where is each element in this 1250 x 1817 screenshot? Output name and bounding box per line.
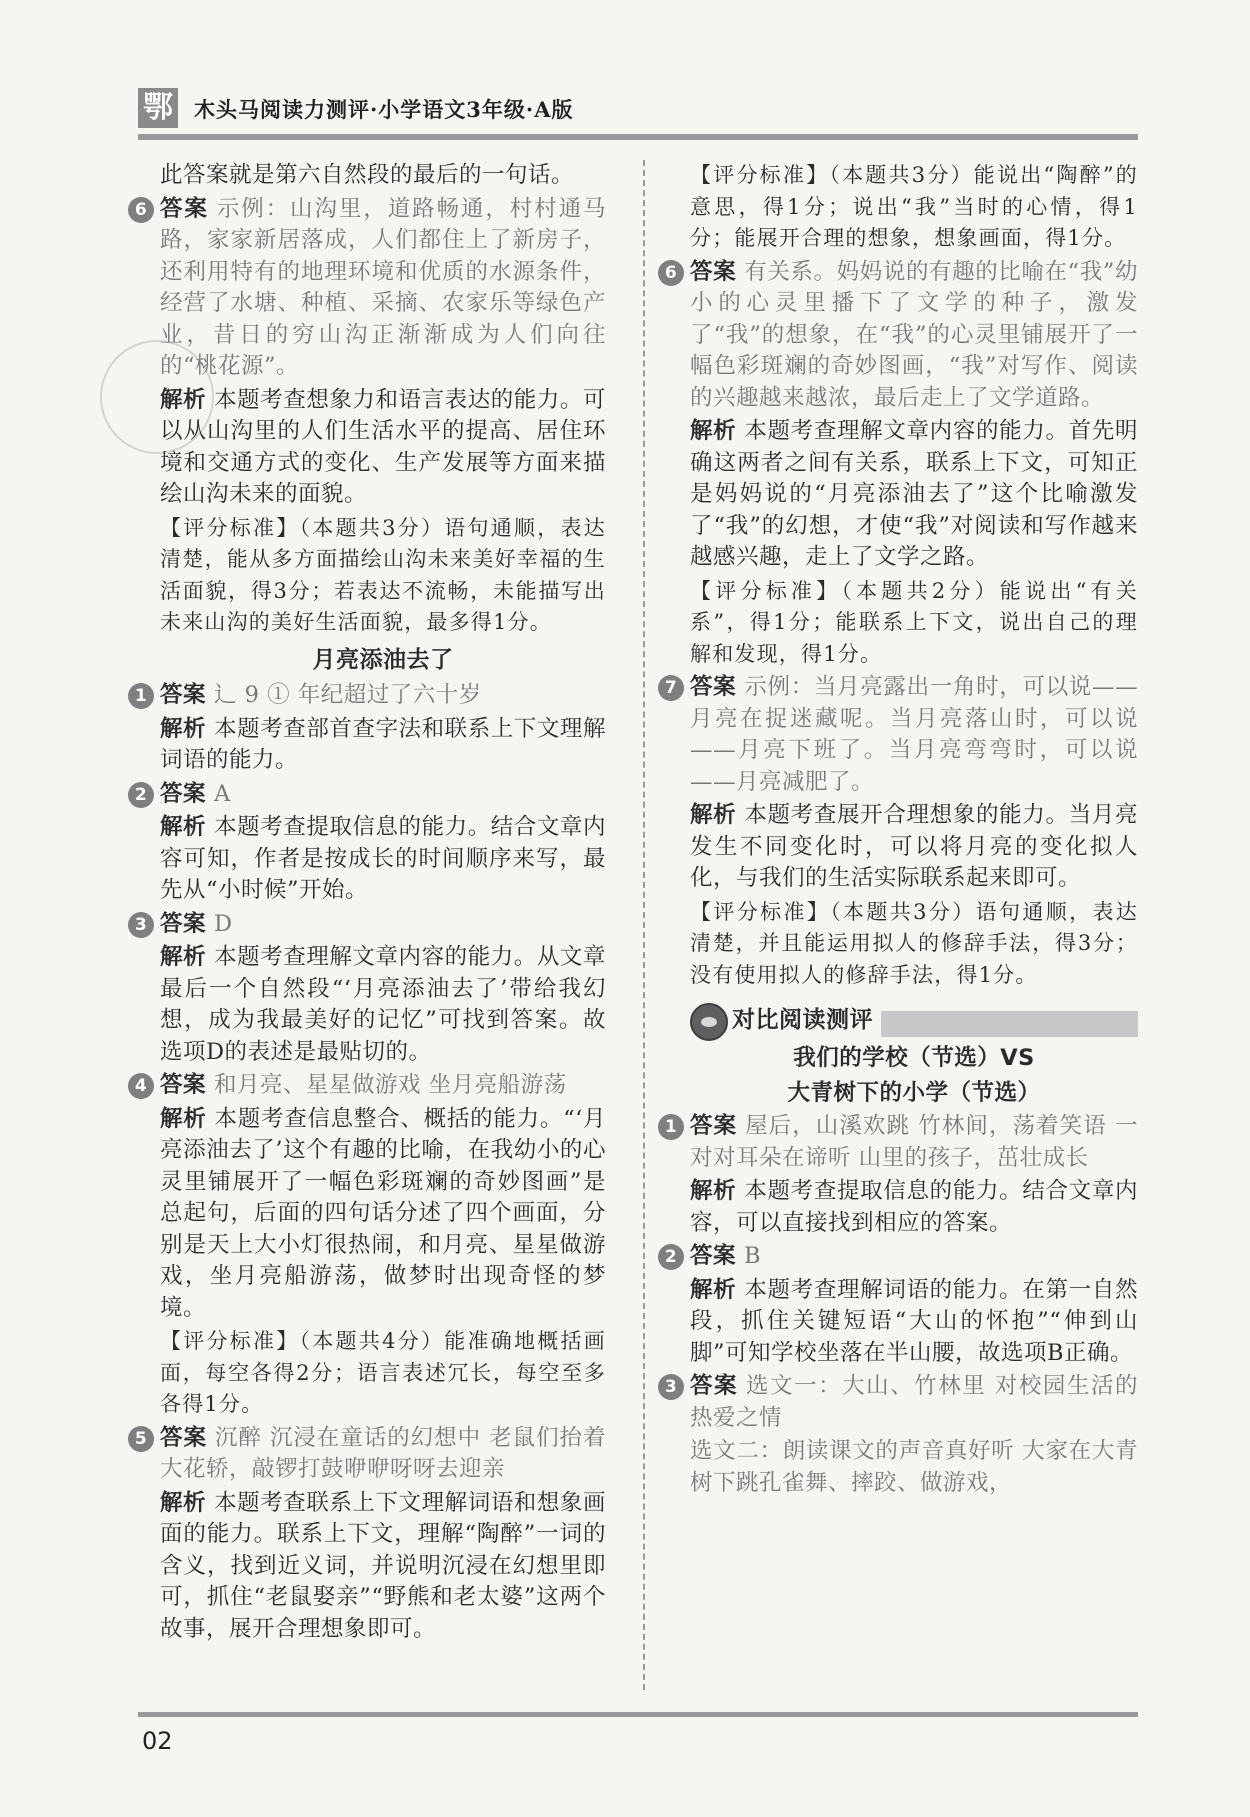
scoring-criteria: 【评分标准】（本题共4分）能准确地概括画面，每空各得2分；语言表述冗长，每空至多各得1分。 <box>160 1329 606 1416</box>
scoring-criteria: 【评分标准】（本题共3分）语句通顺，表达清楚，并且能运用拟人的修辞手法，得3分；没有使用拟人的修辞手法，得1分。 <box>690 899 1138 987</box>
analysis-label: 解析 <box>160 1489 207 1516</box>
question-number: 4 <box>128 1073 154 1099</box>
answer-text: 选文一：大山、竹林里 对校园生活的热爱之情 <box>690 1373 1138 1431</box>
answer-label: 答案 <box>160 1072 207 1098</box>
scoring-criteria: 【评分标准】（本题共3分）能说出“陶醉”的意思，得1分；说出“我”当时的心情，得1分；能展开合理的想象，想象画面，得1分。 <box>690 163 1138 250</box>
analysis-label: 解析 <box>160 814 207 840</box>
question-3 <box>134 909 606 1069</box>
answer-text: 辶 9 ① 年纪超过了六十岁 <box>214 682 482 708</box>
analysis-text: 本题考查理解文章内容的能力。首先明确这两者之间有关系，联系上下文，可知正是妈妈说的“月亮添油去了”这个比喻激发了“我”的幻想，才使“我”对阅读和写作越来越感兴趣，走上了文学之路。 <box>690 418 1138 570</box>
analysis-label: 解析 <box>160 1105 207 1132</box>
analysis-text: 本题考查信息整合、概括的能力。“‘月亮添油去了’这个有趣的比喻，在我幼小的心灵里铺展开了一幅色彩斑斓的奇妙图画”是总起句，后面的四句话分述了四个画面，分别是天上大小灯很热闹，和月亮、星星做游戏，坐月亮船游荡，做梦时出现奇怪的梦境。 <box>160 1105 606 1321</box>
question-number: 2 <box>128 782 154 808</box>
question-6-right <box>664 257 1138 671</box>
analysis-text: 本题考查理解词语的能力。在第一自然段，抓住关键短语“大山的怀抱”“伸到山脚”可知学校坐落在半山腰，故选项B正确。 <box>690 1276 1138 1366</box>
section-title: 月亮添油去了 <box>312 646 454 673</box>
subtitle-line-1: 我们的学校（节选）VS <box>793 1045 1035 1071</box>
question-7 <box>664 672 1138 991</box>
answer-label: 答案 <box>160 1424 207 1451</box>
scoring-criteria: 【评分标准】（本题共3分）语句通顺，表达清楚，能从多方面描绘山沟未来美好幸福的生活面貌，得3分；若表达不流畅，未能描写出未来山沟的美好生活面貌，最多得1分。 <box>160 515 606 634</box>
contrast-section-header <box>690 1003 1138 1041</box>
answer-label: 答案 <box>690 1243 737 1269</box>
question-number: 1 <box>128 683 154 709</box>
scoring-criteria: 【评分标准】（本题共2分）能说出“有关系”，得1分；能联系上下文，说出自己的理解和发现，得1分。 <box>690 578 1138 666</box>
answer-text: 和月亮、星星做游戏 坐月亮船游荡 <box>214 1072 567 1098</box>
right-column <box>664 160 1138 1501</box>
question-number: 6 <box>128 197 154 223</box>
question-4 <box>134 1070 606 1421</box>
analysis-label: 解析 <box>690 418 737 444</box>
answer-label: 答案 <box>160 910 207 937</box>
question-1 <box>134 680 606 777</box>
answer-text: 屋后，山溪欢跳 竹林间，荡着笑语 一对对耳朵在谛听 山里的孩子，茁壮成长 <box>690 1113 1138 1171</box>
question-number: 6 <box>658 260 684 286</box>
footer-rule <box>138 1712 1138 1717</box>
analysis-label: 解析 <box>160 386 207 413</box>
answer-label: 答案 <box>160 682 207 708</box>
answer-text: 有关系。妈妈说的有趣的比喻在“我”幼小的心灵里播下了文学的种子，激发了“我”的想象，在“我”的心灵里铺展开了一幅色彩斑斓的奇妙图画，“我”对写作、阅读的兴趣越来越浓，最后走上了文学道路。 <box>690 258 1138 411</box>
answer-label: 答案 <box>690 1113 738 1139</box>
analysis-text: 本题考查理解文章内容的能力。从文章最后一个自然段“‘月亮添油去了’带给我幻想，成为我最美好的记忆”可找到答案。故选项D的表述是最贴切的。 <box>160 944 606 1065</box>
contrast-question-2 <box>664 1241 1138 1369</box>
contrast-question-3 <box>664 1371 1138 1499</box>
owl-icon <box>690 1003 728 1041</box>
page-header <box>138 88 1138 140</box>
header-rule <box>138 134 1138 140</box>
subtitle-line-2: 大青树下的小学（节选） <box>787 1080 1041 1106</box>
answer-text: A <box>214 780 231 807</box>
analysis-text: 本题考查部首查字法和联系上下文理解词语的能力。 <box>160 715 606 773</box>
question-number: 5 <box>128 1426 154 1452</box>
region-badge: 鄂 <box>138 88 178 128</box>
question-number: 3 <box>128 912 154 938</box>
analysis-label: 解析 <box>690 1178 737 1204</box>
answer-label: 答案 <box>690 674 737 700</box>
book-title: 木头马阅读力测评·小学语文3年级·A版 <box>194 97 574 122</box>
contrast-question-1 <box>664 1111 1138 1239</box>
answer-label: 答案 <box>160 780 207 807</box>
left-column <box>134 160 606 1647</box>
analysis-text: 本题考查联系上下文理解词语和想象画面的能力。联系上下文，理解“陶醉”一词的含义，找到近义词，并说明沉浸在幻想里即可，抓住“老鼠娶亲”“野熊和老太婆”这两个故事，展开合理想象即可。 <box>160 1489 606 1642</box>
analysis-text: 本题考查提取信息的能力。结合文章内容，可以直接找到相应的答案。 <box>690 1178 1138 1236</box>
analysis-text: 本题考查想象力和语言表达的能力。可以从山沟里的人们生活水平的提高、居住环境和交通方式的变化、生产发展等方面来描绘山沟未来的面貌。 <box>160 386 606 507</box>
question-6 <box>134 194 606 639</box>
analysis-label: 解析 <box>690 802 737 828</box>
question-5 <box>134 1423 606 1646</box>
answer-text: 沉醉 沉浸在童话的幻想中 老鼠们抬着大花轿，敲锣打鼓咿咿呀呀去迎亲 <box>160 1424 606 1482</box>
answer-text: B <box>744 1243 762 1269</box>
analysis-text: 本题考查展开合理想象的能力。当月亮发生不同变化时，可以将月亮的变化拟人化，与我们的生活实际联系起来即可。 <box>690 802 1138 891</box>
question-2 <box>134 779 606 907</box>
answer-label: 答案 <box>690 1373 739 1399</box>
column-divider <box>643 160 645 1690</box>
analysis-text: 本题考查提取信息的能力。结合文章内容可知，作者是按成长的时间顺序来写，最先从“小时候”开始。 <box>160 814 606 903</box>
page-number: 02 <box>142 1727 173 1755</box>
contrast-label: 对比阅读测评 <box>732 1005 881 1037</box>
analysis-label: 解析 <box>690 1276 737 1303</box>
answer-text: D <box>214 910 233 937</box>
question-number: 2 <box>658 1244 684 1270</box>
answer-label: 答案 <box>160 195 209 222</box>
question-number: 3 <box>658 1374 684 1400</box>
answer-text: 示例：当月亮露出一角时，可以说——月亮在捉迷藏呢。当月亮落山时，可以说——月亮下班了。当月亮弯弯时，可以说——月亮减肥了。 <box>690 674 1138 795</box>
question-number: 1 <box>658 1114 684 1140</box>
analysis-label: 解析 <box>160 715 207 742</box>
answer-text-2: 选文二：朗读课文的声音真好听 大家在大青树下跳孔雀舞、摔跤、做游戏， <box>690 1438 1138 1496</box>
answer-label: 答案 <box>690 258 737 285</box>
analysis-label: 解析 <box>160 944 207 970</box>
answer-text: 示例：山沟里，道路畅通，村村通马路，家家新居落成，人们都住上了新房子，还利用特有的地理环境和优质的水源条件，经营了水塘、种植、采摘、农家乐等绿色产业，昔日的穷山沟正渐渐成为人们向往的“桃花源”。 <box>160 195 606 379</box>
intro-text: 此答案就是第六自然段的最后的一句话。 <box>160 162 575 188</box>
question-number: 7 <box>658 675 684 701</box>
